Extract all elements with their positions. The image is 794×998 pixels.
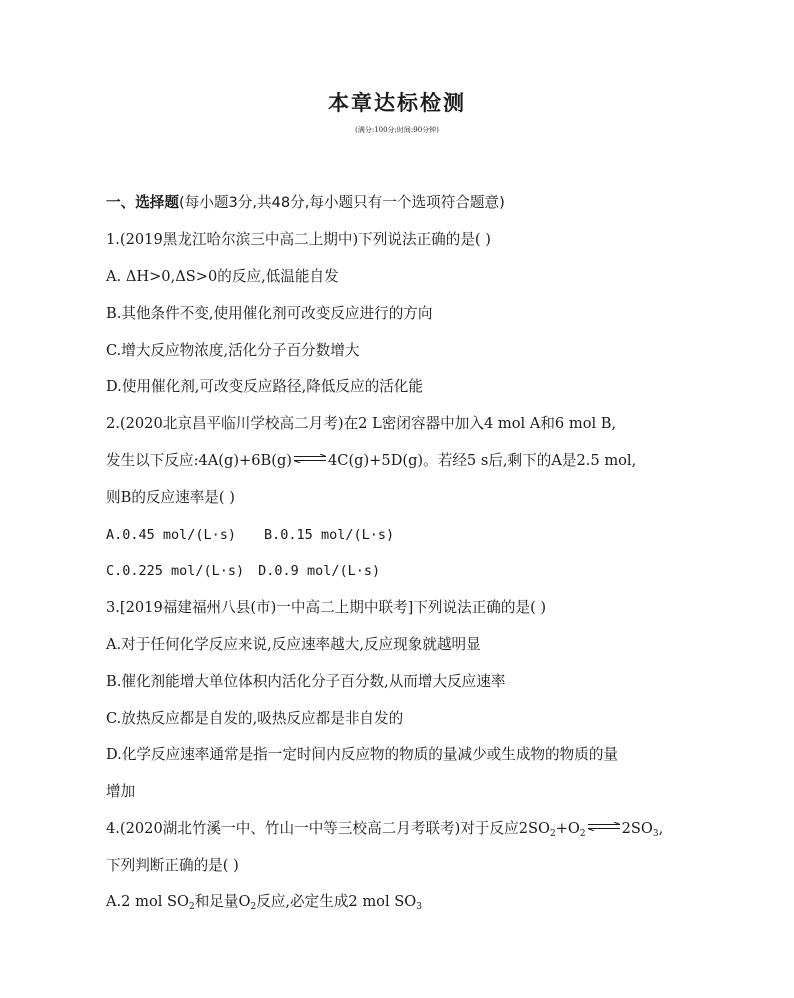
q2-options-row1 bbox=[106, 524, 394, 546]
q4-option-a bbox=[106, 891, 422, 913]
q2-reaction-products: 4C(g)+5D(g)。若经5 s后,剩下的A是2.5 mol, bbox=[328, 452, 637, 469]
q3-option-d-line1: D.化学反应速率通常是指一定时间内反应物的物质的量减少或生成物的物质的量 bbox=[106, 746, 619, 763]
q4-option-a-mid1: 和足量O bbox=[194, 893, 251, 910]
q4-comma: , bbox=[658, 820, 664, 837]
q1-option-b: B.其他条件不变,使用催化剂可改变反应进行的方向 bbox=[106, 305, 433, 322]
q4-stem-line1 bbox=[106, 818, 663, 840]
q3-option-a: A.对于任何化学反应来说,反应速率越大,反应现象就越明显 bbox=[106, 636, 481, 653]
q2-stem-line3: 则B的反应速率是( ) bbox=[106, 489, 235, 506]
q4-option-a-pre: A.2 mol SO bbox=[106, 893, 189, 910]
q3-option-d-line2: 增加 bbox=[106, 783, 136, 800]
section-note: (每小题3分,共48分,每小题只有一个选项符合题意) bbox=[178, 194, 505, 211]
q3-option-b: B.催化剂能增大单位体积内活化分子百分数,从而增大反应速率 bbox=[106, 673, 506, 690]
q4-stem-line2: 下列判断正确的是( ) bbox=[106, 857, 239, 874]
q2-option-a: A.0.45 mol/(L·s) bbox=[106, 527, 237, 543]
q4-sub-2b: 2 bbox=[579, 829, 586, 839]
q3-stem: 3.[2019福建福州八县(市)一中高二上期中联考]下列说法正确的是( ) bbox=[106, 599, 547, 616]
equilibrium-arrow-icon bbox=[293, 454, 327, 463]
q4-option-a-mid2: 反应,必定生成2 mol SO bbox=[256, 893, 417, 910]
q4-option-a-sub-3: 3 bbox=[416, 902, 422, 912]
q4-plus-o: +O bbox=[555, 820, 580, 837]
q4-stem-text: 4.(2020湖北竹溪一中、竹山一中等三校高二月考联考)对于反应2SO bbox=[106, 820, 550, 837]
q2-option-d: D.0.9 mol/(L·s) bbox=[258, 563, 381, 579]
page-subtitle: (满分:100分;时间:90分钟) bbox=[355, 126, 439, 134]
q2-reaction-reactants: 发生以下反应:4A(g)+6B(g) bbox=[106, 452, 292, 469]
q2-stem-line2 bbox=[106, 450, 636, 472]
q2-stem-line1: 2.(2020北京昌平临川学校高二月考)在2 L密闭容器中加入4 mol A和6 mol B, bbox=[106, 415, 617, 432]
q2-options-row2 bbox=[106, 560, 380, 582]
section-title: 一、选择题 bbox=[106, 194, 179, 211]
q4-option-a-sub-2a: 2 bbox=[189, 902, 195, 912]
q1-option-c: C.增大反应物浓度,活化分子百分数增大 bbox=[106, 342, 360, 359]
q1-option-a: A. ΔH>0,ΔS>0的反应,低温能自发 bbox=[106, 268, 339, 285]
q3-option-c: C.放热反应都是自发的,吸热反应都是非自发的 bbox=[106, 710, 404, 727]
equilibrium-arrow-icon bbox=[587, 822, 621, 831]
q1-option-d: D.使用催化剂,可改变反应路径,降低反应的活化能 bbox=[106, 378, 423, 395]
q1-stem: 1.(2019黑龙江哈尔滨三中高二上期中)下列说法正确的是( ) bbox=[106, 231, 491, 248]
q4-sub-2a: 2 bbox=[549, 829, 556, 839]
q4-sub-3: 3 bbox=[652, 829, 659, 839]
q2-option-c: C.0.225 mol/(L·s) bbox=[106, 563, 245, 579]
q4-product-so: 2SO bbox=[621, 820, 653, 837]
q4-option-a-sub-2b: 2 bbox=[250, 902, 257, 912]
page-title: 本章达标检测 bbox=[328, 91, 466, 115]
section-heading bbox=[106, 192, 505, 214]
q2-option-b: B.0.15 mol/(L·s) bbox=[264, 527, 395, 543]
